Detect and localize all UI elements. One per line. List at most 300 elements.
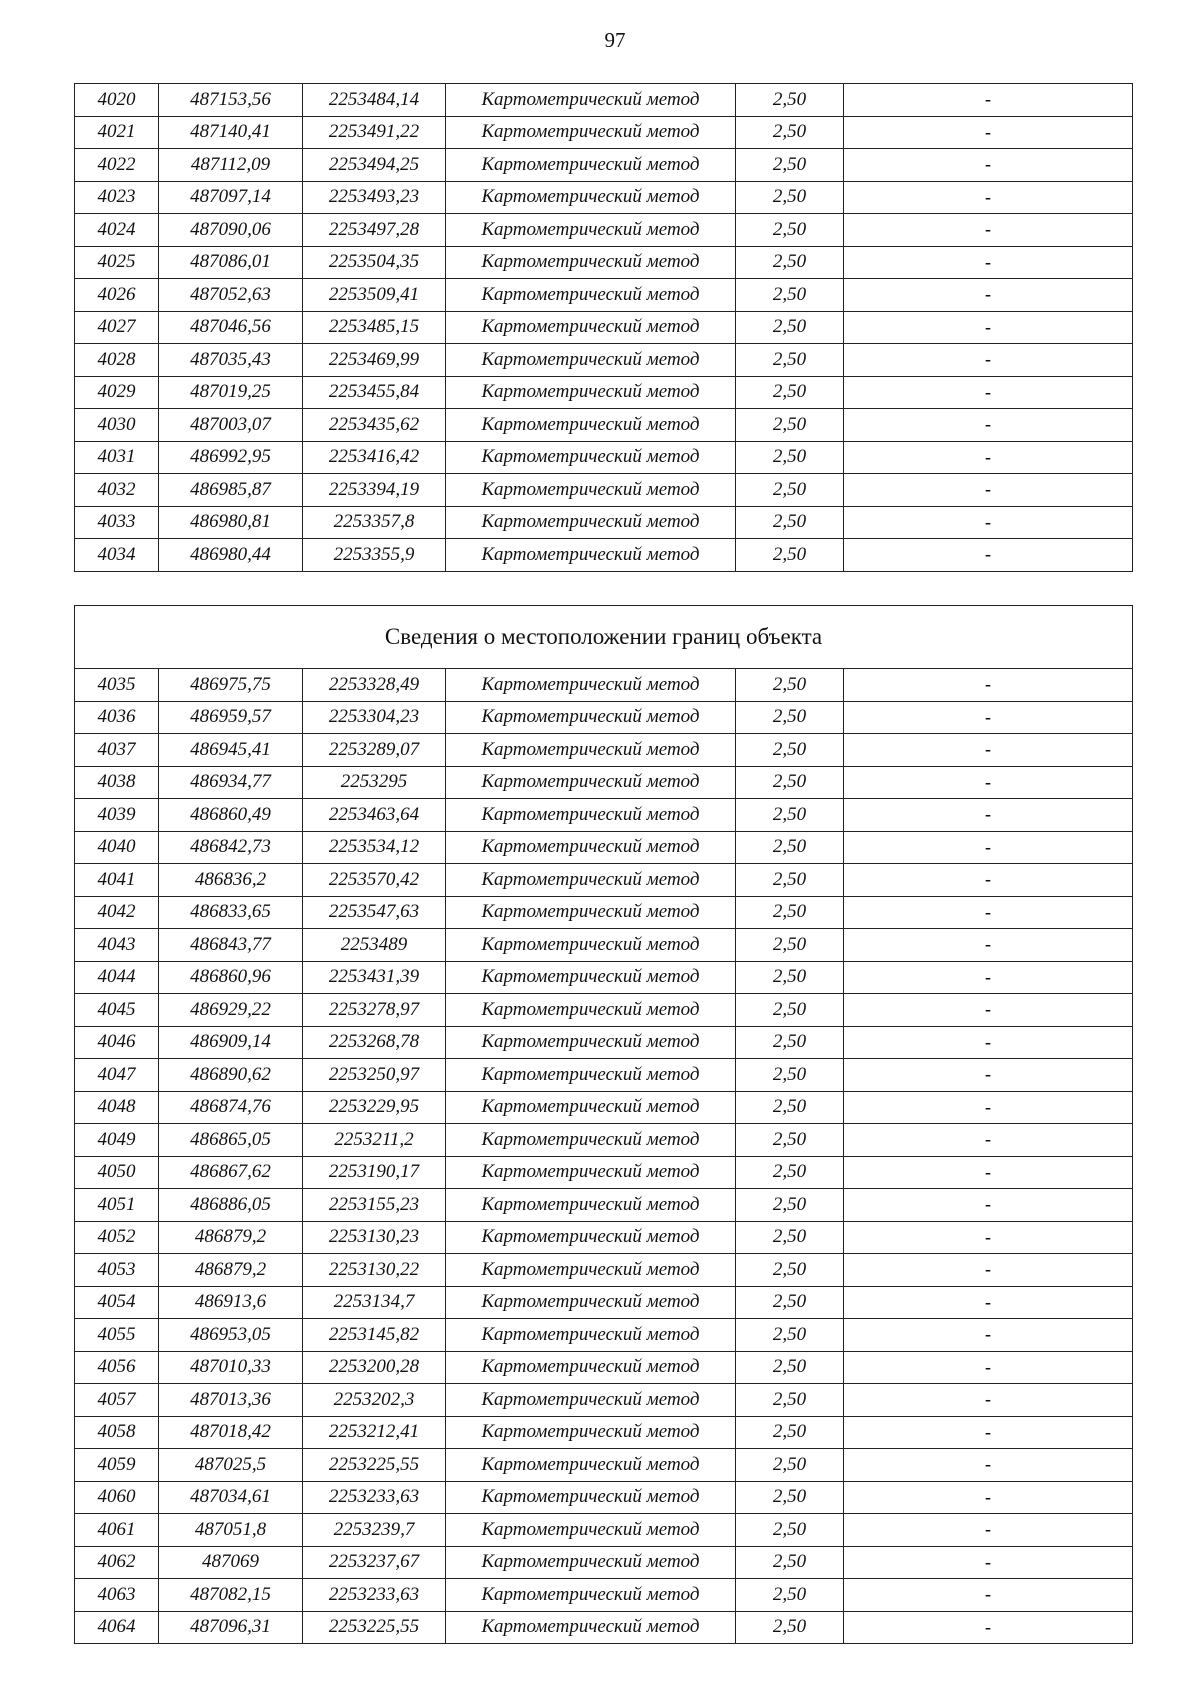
x-coordinate-cell: 486860,96: [159, 961, 303, 994]
point-number-cell: 4062: [75, 1546, 159, 1579]
x-coordinate-cell: 486934,77: [159, 766, 303, 799]
x-coordinate-cell: 487003,07: [159, 409, 303, 442]
description-cell: -: [844, 344, 1133, 377]
table-row: [75, 1091, 1133, 1124]
description-cell: -: [844, 1449, 1133, 1482]
accuracy-cell: 2,50: [736, 994, 844, 1027]
method-cell: Картометрический метод: [446, 1611, 736, 1644]
x-coordinate-cell: 487153,56: [159, 84, 303, 117]
table-row: [75, 441, 1133, 474]
table-row: [75, 734, 1133, 767]
x-coordinate-cell: 487034,61: [159, 1481, 303, 1514]
description-cell: -: [844, 1124, 1133, 1157]
x-coordinate-cell: 486959,57: [159, 701, 303, 734]
y-coordinate-cell: 2253145,82: [303, 1319, 446, 1352]
point-number-cell: 4033: [75, 506, 159, 539]
point-number-cell: 4053: [75, 1254, 159, 1287]
table-row: [75, 1449, 1133, 1482]
x-coordinate-cell: 487086,01: [159, 246, 303, 279]
accuracy-cell: 2,50: [736, 1449, 844, 1482]
x-coordinate-cell: 486975,75: [159, 669, 303, 702]
method-cell: Картометрический метод: [446, 1579, 736, 1612]
point-number-cell: 4059: [75, 1449, 159, 1482]
point-number-cell: 4041: [75, 864, 159, 897]
point-number-cell: 4037: [75, 734, 159, 767]
description-cell: -: [844, 1221, 1133, 1254]
y-coordinate-cell: 2253289,07: [303, 734, 446, 767]
x-coordinate-cell: 486874,76: [159, 1091, 303, 1124]
description-cell: -: [844, 116, 1133, 149]
accuracy-cell: 2,50: [736, 701, 844, 734]
point-number-cell: 4048: [75, 1091, 159, 1124]
description-cell: -: [844, 734, 1133, 767]
page-number: 97: [604, 28, 626, 52]
x-coordinate-cell: 487097,14: [159, 181, 303, 214]
description-cell: -: [844, 1546, 1133, 1579]
table-row: [75, 994, 1133, 1027]
coordinates-table-top: [74, 83, 1133, 572]
y-coordinate-cell: 2253202,3: [303, 1384, 446, 1417]
description-cell: -: [844, 1481, 1133, 1514]
method-cell: Картометрический метод: [446, 1189, 736, 1222]
y-coordinate-cell: 2253485,15: [303, 311, 446, 344]
x-coordinate-cell: 486945,41: [159, 734, 303, 767]
method-cell: Картометрический метод: [446, 831, 736, 864]
description-cell: -: [844, 149, 1133, 182]
method-cell: Картометрический метод: [446, 669, 736, 702]
accuracy-cell: 2,50: [736, 1546, 844, 1579]
y-coordinate-cell: 2253416,42: [303, 441, 446, 474]
description-cell: -: [844, 1351, 1133, 1384]
accuracy-cell: 2,50: [736, 84, 844, 117]
description-cell: -: [844, 1579, 1133, 1612]
y-coordinate-cell: 2253212,41: [303, 1416, 446, 1449]
x-coordinate-cell: 487069: [159, 1546, 303, 1579]
accuracy-cell: 2,50: [736, 1124, 844, 1157]
y-coordinate-cell: 2253394,19: [303, 474, 446, 507]
table-row: [75, 246, 1133, 279]
x-coordinate-cell: 487013,36: [159, 1384, 303, 1417]
accuracy-cell: 2,50: [736, 116, 844, 149]
point-number-cell: 4039: [75, 799, 159, 832]
accuracy-cell: 2,50: [736, 1091, 844, 1124]
x-coordinate-cell: 487090,06: [159, 214, 303, 247]
y-coordinate-cell: 2253200,28: [303, 1351, 446, 1384]
table-row: [75, 344, 1133, 377]
description-cell: -: [844, 994, 1133, 1027]
method-cell: Картометрический метод: [446, 1481, 736, 1514]
point-number-cell: 4056: [75, 1351, 159, 1384]
point-number-cell: 4061: [75, 1514, 159, 1547]
method-cell: Картометрический метод: [446, 311, 736, 344]
table-row: [75, 1319, 1133, 1352]
table-row: [75, 1286, 1133, 1319]
x-coordinate-cell: 486913,6: [159, 1286, 303, 1319]
y-coordinate-cell: 2253239,7: [303, 1514, 446, 1547]
y-coordinate-cell: 2253469,99: [303, 344, 446, 377]
accuracy-cell: 2,50: [736, 1156, 844, 1189]
description-cell: -: [844, 441, 1133, 474]
y-coordinate-cell: 2253190,17: [303, 1156, 446, 1189]
accuracy-cell: 2,50: [736, 1514, 844, 1547]
y-coordinate-cell: 2253134,7: [303, 1286, 446, 1319]
x-coordinate-cell: 486985,87: [159, 474, 303, 507]
accuracy-cell: 2,50: [736, 1189, 844, 1222]
x-coordinate-cell: 486879,2: [159, 1221, 303, 1254]
table-row: [75, 1156, 1133, 1189]
table-row: [75, 1026, 1133, 1059]
x-coordinate-cell: 487025,5: [159, 1449, 303, 1482]
method-cell: Картометрический метод: [446, 1546, 736, 1579]
x-coordinate-cell: 486992,95: [159, 441, 303, 474]
table-row: [75, 1416, 1133, 1449]
description-cell: -: [844, 1611, 1133, 1644]
method-cell: Картометрический метод: [446, 214, 736, 247]
x-coordinate-cell: 486929,22: [159, 994, 303, 1027]
accuracy-cell: 2,50: [736, 896, 844, 929]
y-coordinate-cell: 2253233,63: [303, 1579, 446, 1612]
accuracy-cell: 2,50: [736, 279, 844, 312]
accuracy-cell: 2,50: [736, 149, 844, 182]
point-number-cell: 4031: [75, 441, 159, 474]
method-cell: Картометрический метод: [446, 799, 736, 832]
x-coordinate-cell: 486886,05: [159, 1189, 303, 1222]
accuracy-cell: 2,50: [736, 214, 844, 247]
point-number-cell: 4028: [75, 344, 159, 377]
point-number-cell: 4030: [75, 409, 159, 442]
accuracy-cell: 2,50: [736, 1221, 844, 1254]
x-coordinate-cell: 487096,31: [159, 1611, 303, 1644]
method-cell: Картометрический метод: [446, 701, 736, 734]
method-cell: Картометрический метод: [446, 1059, 736, 1092]
x-coordinate-cell: 487082,15: [159, 1579, 303, 1612]
method-cell: Картометрический метод: [446, 1026, 736, 1059]
description-cell: -: [844, 1254, 1133, 1287]
y-coordinate-cell: 2253463,64: [303, 799, 446, 832]
method-cell: Картометрический метод: [446, 506, 736, 539]
y-coordinate-cell: 2253497,28: [303, 214, 446, 247]
table-row: [75, 1254, 1133, 1287]
point-number-cell: 4029: [75, 376, 159, 409]
method-cell: Картометрический метод: [446, 181, 736, 214]
y-coordinate-cell: 2253250,97: [303, 1059, 446, 1092]
description-cell: -: [844, 1416, 1133, 1449]
point-number-cell: 4036: [75, 701, 159, 734]
method-cell: Картометрический метод: [446, 1384, 736, 1417]
y-coordinate-cell: 2253355,9: [303, 539, 446, 572]
point-number-cell: 4027: [75, 311, 159, 344]
method-cell: Картометрический метод: [446, 409, 736, 442]
method-cell: Картометрический метод: [446, 84, 736, 117]
description-cell: -: [844, 766, 1133, 799]
description-cell: -: [844, 896, 1133, 929]
x-coordinate-cell: 487018,42: [159, 1416, 303, 1449]
point-number-cell: 4060: [75, 1481, 159, 1514]
table-row: [75, 896, 1133, 929]
y-coordinate-cell: 2253509,41: [303, 279, 446, 312]
table-row: [75, 669, 1133, 702]
description-cell: -: [844, 1026, 1133, 1059]
coordinates-table-bottom-body: [75, 606, 1133, 1644]
description-cell: -: [844, 474, 1133, 507]
accuracy-cell: 2,50: [736, 831, 844, 864]
description-cell: -: [844, 376, 1133, 409]
description-cell: -: [844, 799, 1133, 832]
table-row: [75, 1124, 1133, 1157]
accuracy-cell: 2,50: [736, 344, 844, 377]
method-cell: Картометрический метод: [446, 1156, 736, 1189]
x-coordinate-cell: 487010,33: [159, 1351, 303, 1384]
y-coordinate-cell: 2253484,14: [303, 84, 446, 117]
accuracy-cell: 2,50: [736, 181, 844, 214]
coordinates-table-bottom: [74, 605, 1133, 1644]
y-coordinate-cell: 2253233,63: [303, 1481, 446, 1514]
accuracy-cell: 2,50: [736, 474, 844, 507]
x-coordinate-cell: 486842,73: [159, 831, 303, 864]
y-coordinate-cell: 2253504,35: [303, 246, 446, 279]
accuracy-cell: 2,50: [736, 506, 844, 539]
coordinates-table-top-body: [75, 84, 1133, 572]
method-cell: Картометрический метод: [446, 961, 736, 994]
y-coordinate-cell: 2253278,97: [303, 994, 446, 1027]
method-cell: Картометрический метод: [446, 539, 736, 572]
description-cell: -: [844, 1514, 1133, 1547]
x-coordinate-cell: 486867,62: [159, 1156, 303, 1189]
table-row: [75, 539, 1133, 572]
point-number-cell: 4050: [75, 1156, 159, 1189]
y-coordinate-cell: 2253534,12: [303, 831, 446, 864]
method-cell: Картометрический метод: [446, 279, 736, 312]
point-number-cell: 4024: [75, 214, 159, 247]
x-coordinate-cell: 486890,62: [159, 1059, 303, 1092]
point-number-cell: 4025: [75, 246, 159, 279]
method-cell: Картометрический метод: [446, 376, 736, 409]
x-coordinate-cell: 486836,2: [159, 864, 303, 897]
description-cell: -: [844, 929, 1133, 962]
table-row: [75, 799, 1133, 832]
y-coordinate-cell: 2253304,23: [303, 701, 446, 734]
point-number-cell: 4022: [75, 149, 159, 182]
table-row: [75, 84, 1133, 117]
point-number-cell: 4032: [75, 474, 159, 507]
table-row: [75, 181, 1133, 214]
table-row: [75, 1546, 1133, 1579]
y-coordinate-cell: 2253489: [303, 929, 446, 962]
point-number-cell: 4055: [75, 1319, 159, 1352]
method-cell: Картометрический метод: [446, 1351, 736, 1384]
method-cell: Картометрический метод: [446, 994, 736, 1027]
table-row: [75, 149, 1133, 182]
point-number-cell: 4040: [75, 831, 159, 864]
accuracy-cell: 2,50: [736, 311, 844, 344]
method-cell: Картометрический метод: [446, 1449, 736, 1482]
point-number-cell: 4023: [75, 181, 159, 214]
method-cell: Картометрический метод: [446, 929, 736, 962]
description-cell: -: [844, 1286, 1133, 1319]
y-coordinate-cell: 2253130,23: [303, 1221, 446, 1254]
x-coordinate-cell: 487112,09: [159, 149, 303, 182]
accuracy-cell: 2,50: [736, 799, 844, 832]
y-coordinate-cell: 2253225,55: [303, 1449, 446, 1482]
description-cell: -: [844, 1091, 1133, 1124]
point-number-cell: 4057: [75, 1384, 159, 1417]
table-row: [75, 474, 1133, 507]
y-coordinate-cell: 2253237,67: [303, 1546, 446, 1579]
table-title: Сведения о местоположении границ объекта: [75, 606, 1133, 669]
table-row: [75, 311, 1133, 344]
point-number-cell: 4026: [75, 279, 159, 312]
point-number-cell: 4052: [75, 1221, 159, 1254]
point-number-cell: 4047: [75, 1059, 159, 1092]
y-coordinate-cell: 2253130,22: [303, 1254, 446, 1287]
method-cell: Картометрический метод: [446, 1254, 736, 1287]
method-cell: Картометрический метод: [446, 1514, 736, 1547]
accuracy-cell: 2,50: [736, 734, 844, 767]
table-row: [75, 831, 1133, 864]
description-cell: -: [844, 181, 1133, 214]
table-title-row: [75, 606, 1133, 669]
point-number-cell: 4044: [75, 961, 159, 994]
accuracy-cell: 2,50: [736, 1286, 844, 1319]
method-cell: Картометрический метод: [446, 734, 736, 767]
table-row: [75, 766, 1133, 799]
x-coordinate-cell: 487019,25: [159, 376, 303, 409]
table-row: [75, 279, 1133, 312]
method-cell: Картометрический метод: [446, 474, 736, 507]
accuracy-cell: 2,50: [736, 539, 844, 572]
point-number-cell: 4020: [75, 84, 159, 117]
table-row: [75, 409, 1133, 442]
table-row: [75, 1481, 1133, 1514]
description-cell: -: [844, 864, 1133, 897]
point-number-cell: 4034: [75, 539, 159, 572]
description-cell: -: [844, 539, 1133, 572]
description-cell: -: [844, 246, 1133, 279]
point-number-cell: 4045: [75, 994, 159, 1027]
method-cell: Картометрический метод: [446, 344, 736, 377]
table-row: [75, 214, 1133, 247]
method-cell: Картометрический метод: [446, 1221, 736, 1254]
y-coordinate-cell: 2253570,42: [303, 864, 446, 897]
x-coordinate-cell: 487140,41: [159, 116, 303, 149]
table-row: [75, 864, 1133, 897]
y-coordinate-cell: 2253547,63: [303, 896, 446, 929]
accuracy-cell: 2,50: [736, 1351, 844, 1384]
y-coordinate-cell: 2253431,39: [303, 961, 446, 994]
y-coordinate-cell: 2253268,78: [303, 1026, 446, 1059]
y-coordinate-cell: 2253225,55: [303, 1611, 446, 1644]
x-coordinate-cell: 487046,56: [159, 311, 303, 344]
x-coordinate-cell: 486865,05: [159, 1124, 303, 1157]
description-cell: -: [844, 409, 1133, 442]
method-cell: Картометрический метод: [446, 116, 736, 149]
x-coordinate-cell: 487052,63: [159, 279, 303, 312]
method-cell: Картометрический метод: [446, 441, 736, 474]
accuracy-cell: 2,50: [736, 1579, 844, 1612]
accuracy-cell: 2,50: [736, 376, 844, 409]
accuracy-cell: 2,50: [736, 1254, 844, 1287]
y-coordinate-cell: 2253493,23: [303, 181, 446, 214]
y-coordinate-cell: 2253295: [303, 766, 446, 799]
point-number-cell: 4043: [75, 929, 159, 962]
x-coordinate-cell: 486843,77: [159, 929, 303, 962]
accuracy-cell: 2,50: [736, 1319, 844, 1352]
table-row: [75, 376, 1133, 409]
description-cell: -: [844, 831, 1133, 864]
table-row: [75, 1221, 1133, 1254]
x-coordinate-cell: 486860,49: [159, 799, 303, 832]
x-coordinate-cell: 487035,43: [159, 344, 303, 377]
description-cell: -: [844, 1059, 1133, 1092]
description-cell: -: [844, 506, 1133, 539]
point-number-cell: 4021: [75, 116, 159, 149]
description-cell: -: [844, 214, 1133, 247]
table-row: [75, 1059, 1133, 1092]
point-number-cell: 4035: [75, 669, 159, 702]
x-coordinate-cell: 486909,14: [159, 1026, 303, 1059]
accuracy-cell: 2,50: [736, 1611, 844, 1644]
method-cell: Картометрический метод: [446, 1091, 736, 1124]
point-number-cell: 4049: [75, 1124, 159, 1157]
method-cell: Картометрический метод: [446, 149, 736, 182]
x-coordinate-cell: 486980,44: [159, 539, 303, 572]
accuracy-cell: 2,50: [736, 1026, 844, 1059]
accuracy-cell: 2,50: [736, 409, 844, 442]
point-number-cell: 4054: [75, 1286, 159, 1319]
table-row: [75, 1514, 1133, 1547]
point-number-cell: 4064: [75, 1611, 159, 1644]
table-row: [75, 961, 1133, 994]
description-cell: -: [844, 279, 1133, 312]
table-row: [75, 1189, 1133, 1222]
method-cell: Картометрический метод: [446, 1124, 736, 1157]
y-coordinate-cell: 2253491,22: [303, 116, 446, 149]
table-row: [75, 929, 1133, 962]
table-row: [75, 116, 1133, 149]
y-coordinate-cell: 2253211,2: [303, 1124, 446, 1157]
method-cell: Картометрический метод: [446, 1319, 736, 1352]
point-number-cell: 4051: [75, 1189, 159, 1222]
point-number-cell: 4058: [75, 1416, 159, 1449]
x-coordinate-cell: 486833,65: [159, 896, 303, 929]
method-cell: Картометрический метод: [446, 896, 736, 929]
accuracy-cell: 2,50: [736, 929, 844, 962]
table-row: [75, 1579, 1133, 1612]
x-coordinate-cell: 486980,81: [159, 506, 303, 539]
accuracy-cell: 2,50: [736, 961, 844, 994]
description-cell: -: [844, 1384, 1133, 1417]
point-number-cell: 4038: [75, 766, 159, 799]
description-cell: -: [844, 1319, 1133, 1352]
y-coordinate-cell: 2253357,8: [303, 506, 446, 539]
description-cell: -: [844, 669, 1133, 702]
accuracy-cell: 2,50: [736, 441, 844, 474]
accuracy-cell: 2,50: [736, 864, 844, 897]
table-row: [75, 701, 1133, 734]
table-row: [75, 1351, 1133, 1384]
description-cell: -: [844, 1189, 1133, 1222]
point-number-cell: 4046: [75, 1026, 159, 1059]
x-coordinate-cell: 486879,2: [159, 1254, 303, 1287]
point-number-cell: 4063: [75, 1579, 159, 1612]
method-cell: Картометрический метод: [446, 864, 736, 897]
accuracy-cell: 2,50: [736, 246, 844, 279]
accuracy-cell: 2,50: [736, 766, 844, 799]
method-cell: Картометрический метод: [446, 246, 736, 279]
description-cell: -: [844, 961, 1133, 994]
table-row: [75, 1611, 1133, 1644]
method-cell: Картометрический метод: [446, 1286, 736, 1319]
